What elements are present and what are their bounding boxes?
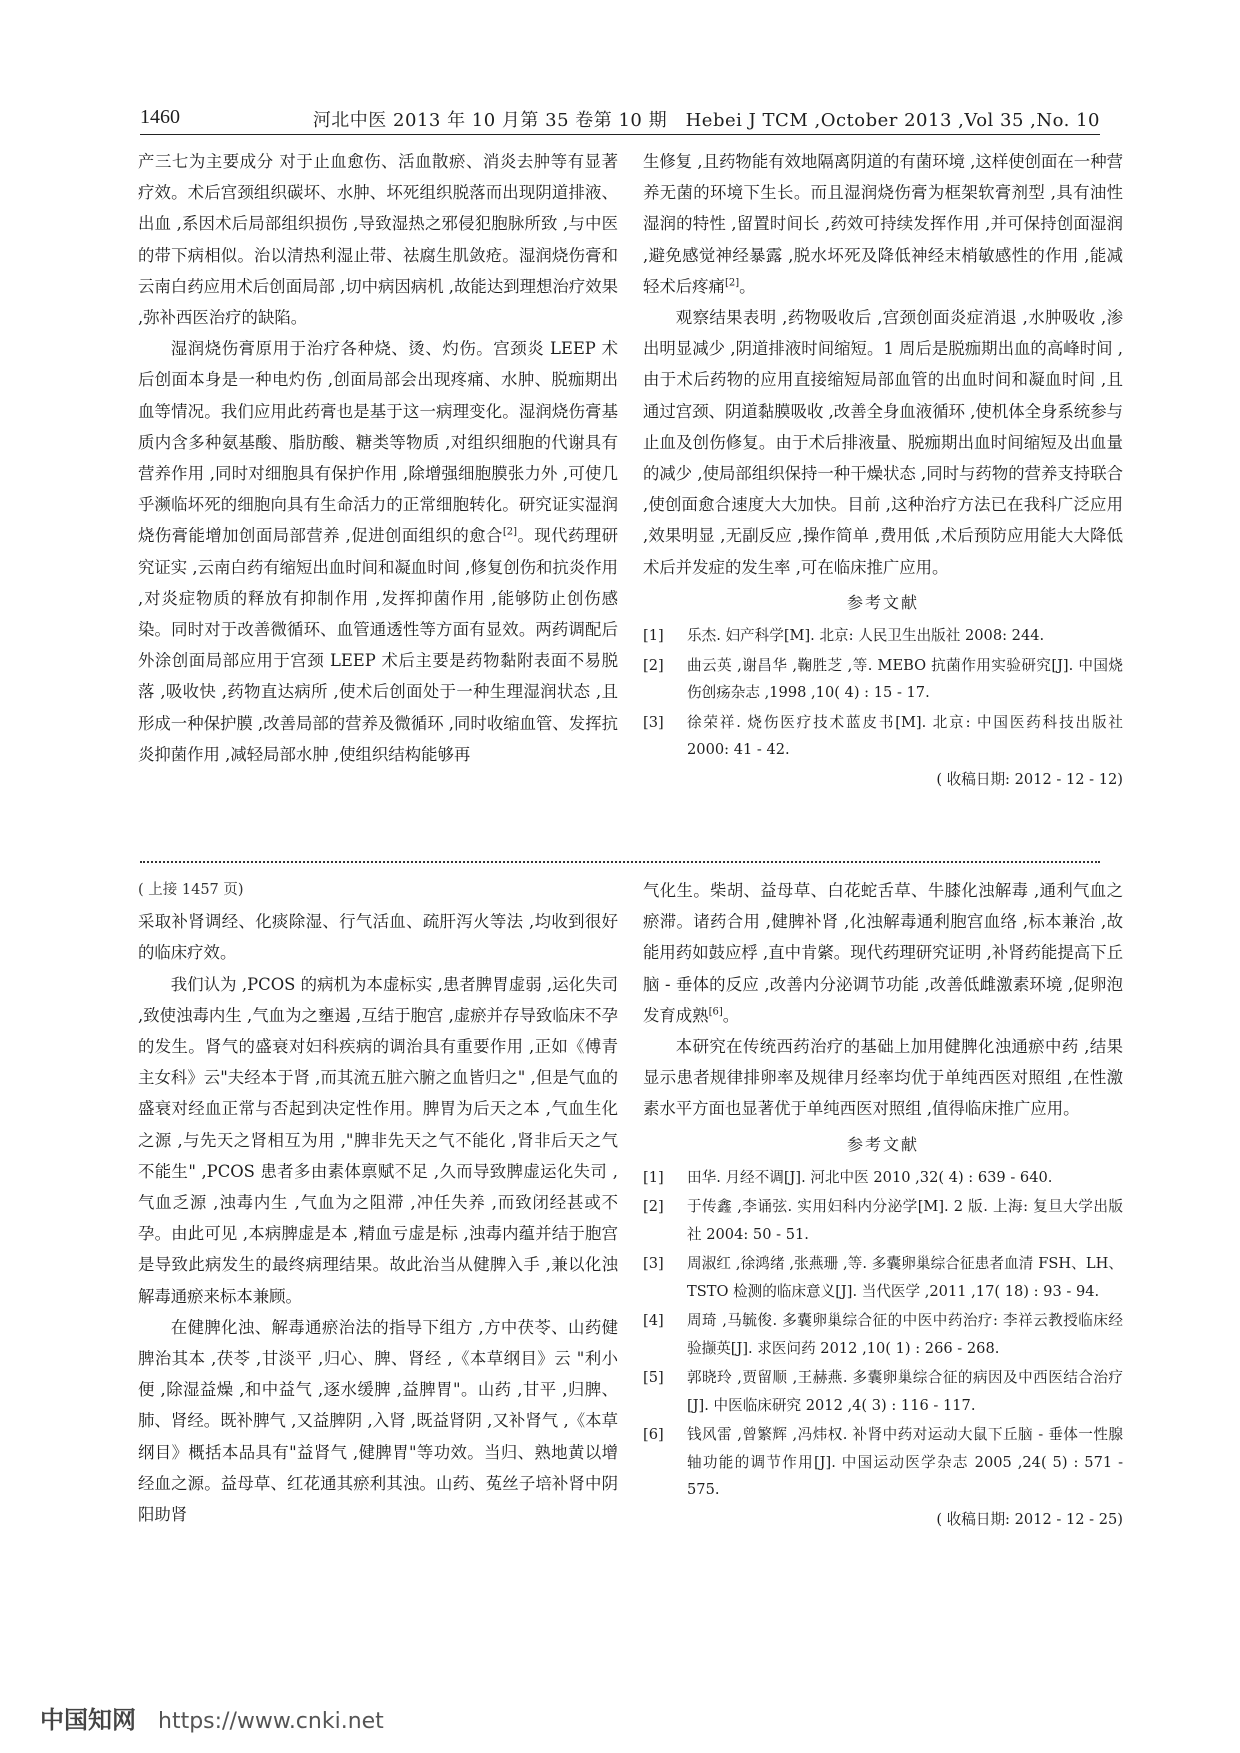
- reference-item: [643, 1193, 1123, 1248]
- continued-from-note: ( 上接 1457 页): [138, 882, 244, 898]
- references-heading: 参考文献: [846, 592, 919, 612]
- reference-number: [5]: [643, 1369, 664, 1387]
- journal-header: 河北中医 2013 年 10 月第 35 卷第 10 期 Hebei J TCM ,October 2013 ,Vol 35 ,No. 10: [312, 110, 1100, 131]
- paragraph-text: 生修复 ,且药物能有效地隔离阴道的有菌环境 ,这样使创面在一种营养无菌的环境下生长。而且湿润烧伤膏为框架软膏剂型 ,具有油性湿润的特性 ,留置时间长 ,药效可持续发挥作用 ,并可保持创面湿润 ,避免感觉神经暴露 ,脱水坏死及降低神经末梢敏感性的作用 ,能减轻术后疼痛: [643, 152, 1123, 296]
- paragraph: 我们认为 ,PCOS 的病机为本虚标实 ,患者脾胃虚弱 ,运化失司 ,致使浊毒内生 ,气血为之壅遏 ,互结于胞宫 ,虚瘀并存导致临床不孕的发生。肾气的盛衰对妇科疾病的调治具有重要作用 ,正如《傅青主女科》云"夫经本于肾 ,而其流五脏六腑之血皆归之" ,但是气血的盛衰对经血正常与否起到决定性作用。脾胃为后天之本 ,气血生化之源 ,与先天之肾相互为用 ,"脾非先天之气不能化 ,肾非后天之气不能生" ,PCOS 患者多由素体禀赋不足 ,久而导致脾虚运化失司 ,气血乏源 ,浊毒内生 ,气血为之阻滞 ,冲任失养 ,而致闭经甚或不孕。由此可见 ,本病脾虚是本 ,精血亏虚是标 ,浊毒内蕴并结于胞宫是导致此病发生的最终病理结果。故此治当从健脾入手 ,兼以化浊解毒通瘀来标本兼顾。: [138, 974, 618, 1306]
- reference-text: 曲云英 ,谢昌华 ,鞠胜芝 ,等. MEBO 抗菌作用实验研究[J]. 中国烧伤创疡杂志 ,1998 ,10( 4) : 15 - 17.: [687, 656, 1123, 702]
- top-left-column: [138, 146, 618, 770]
- reference-number: [6]: [643, 1426, 664, 1444]
- reference-number: [3]: [643, 713, 664, 731]
- reference-item: [643, 622, 1123, 650]
- paragraph-text: 湿润烧伤膏原用于治疗各种烧、烫、灼伤。宫颈炎 LEEP 术后创面本身是一种电灼伤 ,创面局部会出现疼痛、水肿、脱痂期出血等情况。我们应用此药膏也是基于这一病理变化。湿润烧伤膏基质内含多种氨基酸、脂肪酸、糖类等物质 ,对组织细胞的代谢具有营养作用 ,同时对细胞具有保护作用 ,除增强细胞膜张力外 ,可使几乎濒临坏死的细胞向具有生命活力的正常细胞转化。研究证实湿润烧伤膏能增加创面局部营养 ,促进创面组织的愈合: [138, 339, 618, 546]
- reference-number: [1]: [643, 627, 664, 645]
- paragraph: 本研究在传统西药治疗的基础上加用健脾化浊通瘀中药 ,结果显示患者规律排卵率及规律月经率均优于单纯西医对照组 ,在性激素水平方面也显著优于单纯西医对照组 ,值得临床推广应用。: [643, 1037, 1123, 1119]
- received-date: ( 收稿日期: 2012 - 12 - 25): [936, 1510, 1123, 1528]
- reference-number: [1]: [643, 1168, 664, 1186]
- reference-list: [643, 622, 1123, 764]
- reference-number: [2]: [643, 656, 664, 674]
- references-heading: 参考文献: [846, 1134, 919, 1154]
- paragraph-text: 。: [739, 276, 756, 296]
- paragraph-text: 气化生。柴胡、益母草、白花蛇舌草、牛膝化浊解毒 ,通利气血之瘀滞。诸药合用 ,健脾补肾 ,化浊解毒通利胞宫血络 ,标本兼治 ,故能用药如鼓应桴 ,直中肯綮。现代药理研究证明 ,补肾药能提高下丘脑 - 垂体的反应 ,改善内分泌调节功能 ,改善低雌激素环境 ,促卵泡发育成熟: [643, 881, 1123, 1025]
- paragraph-text: 。: [722, 1005, 740, 1025]
- paragraph: [643, 146, 1123, 302]
- citation-superscript: [6]: [708, 1006, 723, 1018]
- dotted-divider: [140, 861, 1100, 863]
- cnki-watermark: [40, 1700, 384, 1735]
- paragraph: [643, 875, 1123, 1031]
- paragraph: 产三七为主要成分 对于止血愈伤、活血散瘀、消炎去肿等有显著疗效。术后宫颈组织碳坏、水肿、坏死组织脱落而出现阴道排液、出血 ,系因术后局部组织损伤 ,导致湿热之邪侵犯胞脉所致 ,与中医的带下病相似。治以清热利湿止带、祛腐生肌敛疮。湿润烧伤膏和云南白药应用术后创面局部 ,切中病因病机 ,故能达到理想治疗效果 ,弥补西医治疗的缺陷。: [138, 152, 618, 328]
- reference-text: 徐荣祥. 烧伤医疗技术蓝皮书[M]. 北京: 中国医药科技出版社 2000: 41 - 42.: [687, 713, 1123, 759]
- reference-text: 周琦 ,马毓俊. 多囊卵巢综合征的中医中药治疗: 李祥云教授临床经验撷英[J]. 求医问药 2012 ,10( 1) : 266 - 268.: [687, 1312, 1123, 1357]
- reference-item: [643, 1364, 1123, 1419]
- bottom-right-column: [643, 875, 1123, 1534]
- citation-superscript: [2]: [502, 526, 517, 538]
- paragraph-text: 。现代药理研究证实 ,云南白药有缩短出血时间和凝血时间 ,修复创伤和抗炎作用 ,对炎症物质的释放有抑制作用 ,发挥抑菌作用 ,能够防止创伤感染。同时对于改善微循环、血管通透性等方面有显效。两药调配后外涂创面局部应用于宫颈 LEEP 术后主要是药物黏附表面不易脱落 ,吸收快 ,药物直达病所 ,使术后创面处于一种生理湿润状态 ,且形成一种保护膜 ,改善局部的营养及微循环 ,同时收缩血管、发挥抗炎抑菌作用 ,减轻局部水肿 ,使组织结构能够再: [138, 526, 619, 764]
- paragraph: 采取补肾调经、化痰除湿、行气活血、疏肝泻火等法 ,均收到很好的临床疗效。: [138, 912, 618, 963]
- reference-text: 于传鑫 ,李诵弦. 实用妇科内分泌学[M]. 2 版. 上海: 复旦大学出版社 2004: 50 - 51.: [687, 1198, 1123, 1243]
- paragraph: [138, 333, 618, 770]
- reference-item: [643, 1250, 1123, 1305]
- reference-text: 钱风雷 ,曾繁辉 ,冯炜权. 补肾中药对运动大鼠下丘脑 - 垂体一性腺轴功能的调节作用[J]. 中国运动医学杂志 2005 ,24( 5) : 571 - 575.: [687, 1426, 1123, 1499]
- cnki-url[interactable]: https://www.cnki.net: [158, 1709, 384, 1734]
- reference-number: [3]: [643, 1255, 664, 1273]
- page-number: 1460: [140, 106, 180, 128]
- citation-superscript: [2]: [724, 277, 740, 289]
- reference-text: 周淑红 ,徐鸿绪 ,张燕珊 ,等. 多囊卵巢综合征患者血清 FSH、LH、TSTO 检测的临床意义[J]. 当代医学 ,2011 ,17( 18) : 93 - 94.: [687, 1255, 1123, 1300]
- reference-item: [643, 652, 1123, 707]
- paragraph: 在健脾化浊、解毒通瘀治法的指导下组方 ,方中茯苓、山药健脾治其本 ,茯苓 ,甘淡平 ,归心、脾、肾经 ,《本草纲目》云 "利小便 ,除湿益燥 ,和中益气 ,逐水缓脾 ,益脾胃"。山药 ,甘平 ,归脾、肺、肾经。既补脾气 ,又益脾阴 ,入肾 ,既益肾阴 ,又补肾气 ,《本草纲目》概括本品具有"益肾气 ,健脾胃"等功效。当归、熟地黄以增经血之源。益母草、红花通其瘀利其浊。山药、菟丝子培补肾中阴阳助肾: [138, 1317, 618, 1525]
- reference-text: 乐杰. 妇产科学[M]. 北京: 人民卫生出版社 2008: 244.: [687, 627, 1045, 645]
- header-rule: [140, 134, 1100, 135]
- reference-number: [2]: [643, 1198, 664, 1216]
- top-right-column: [643, 146, 1123, 794]
- received-date: ( 收稿日期: 2012 - 12 - 12): [936, 770, 1123, 788]
- reference-item: [643, 1421, 1123, 1504]
- reference-item: [643, 1307, 1123, 1362]
- reference-item: [643, 709, 1123, 764]
- reference-text: 郭晓玲 ,贾留顺 ,王赫燕. 多囊卵巢综合征的病因及中西医结合治疗[J]. 中医临床研究 2012 ,4( 3) : 116 - 117.: [687, 1369, 1123, 1414]
- reference-text: 田华. 月经不调[J]. 河北中医 2010 ,32( 4) : 639 - 640.: [687, 1168, 1053, 1186]
- bottom-left-column: [138, 875, 618, 1530]
- paragraph: 观察结果表明 ,药物吸收后 ,宫颈创面炎症消退 ,水肿吸收 ,渗出明显减少 ,阴道排液时间缩短。1 周后是脱痂期出血的高峰时间 ,由于术后药物的应用直接缩短局部血管的出血时间和凝血时间 ,且通过宫颈、阴道黏膜吸收 ,改善全身血液循环 ,使机体全身系统参与止血及创伤修复。由于术后排液量、脱痂期出血时间缩短及出血量的减少 ,使局部组织保持一种干燥状态 ,同时与药物的营养支持联合 ,使创面愈合速度大大加快。目前 ,这种治疗方法已在我科广泛应用 ,效果明显 ,无副反应 ,操作简单 ,费用低 ,术后预防应用能大大降低术后并发症的发生率 ,可在临床推广应用。: [643, 308, 1123, 577]
- reference-number: [4]: [643, 1312, 664, 1330]
- cnki-logo: 中国知网: [40, 1706, 136, 1734]
- reference-item: [643, 1164, 1123, 1192]
- reference-list: [643, 1164, 1123, 1504]
